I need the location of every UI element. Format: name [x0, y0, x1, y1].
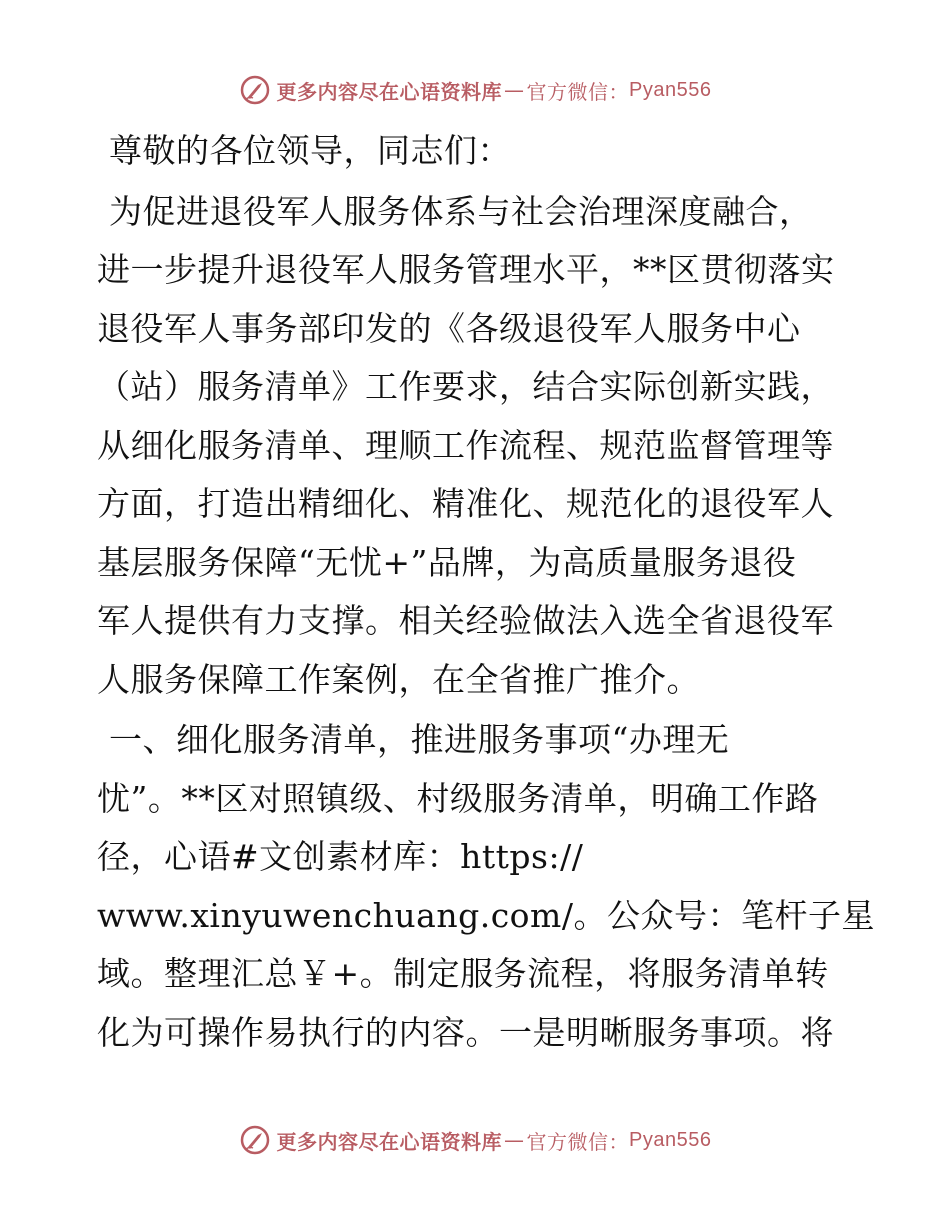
text-line: 方面，打造出精细化、精准化、规范化的退役军人	[97, 484, 834, 523]
text-line: 退役军人事务部印发的《各级退役军人服务中心	[97, 308, 801, 348]
text-line: 军人提供有力支撑。相关经验做法入选全省退役军	[97, 601, 834, 640]
text-line: 人服务保障工作案例，在全省推广推介。	[97, 659, 700, 699]
header-brand-text: 更多内容尽在心语资料库	[276, 79, 503, 104]
text-line: （站）服务清单》工作要求，结合实际创新实践，	[97, 367, 834, 406]
text-line: 从细化服务清单、理顺工作流程、规范监督管理等	[97, 425, 834, 465]
pen-logo-icon	[239, 74, 271, 106]
text-line: 进一步提升退役军人服务管理水平，**区贯彻落实	[97, 250, 835, 289]
footer-watermark-banner	[0, 1120, 950, 1160]
pen-logo-icon	[239, 1124, 271, 1156]
text-line: 为促进退役军人服务体系与社会治理深度融合，	[109, 191, 813, 231]
document-body	[97, 122, 875, 1062]
footer-separator: —	[504, 1128, 525, 1152]
text-line: www.xinyuwenchuang.com/。公众号：笔杆子星	[97, 895, 875, 935]
text-line: 域。整理汇总￥+。制定服务流程，将服务清单转	[97, 954, 829, 993]
footer-wechat-handle: Pyan556	[629, 1128, 712, 1151]
header-watermark-banner	[0, 70, 950, 110]
text-line: 径，心语#文创素材库：https://	[97, 837, 584, 876]
salutation-line: 尊敬的各位领导，同志们：	[109, 131, 511, 170]
text-line: 化为可操作易执行的内容。一是明晰服务事项。将	[97, 1012, 834, 1052]
text-line: 忧”。**区对照镇级、村级服务清单，明确工作路	[97, 778, 819, 818]
footer-wechat-label: 官方微信：	[526, 1129, 630, 1154]
text-line: 基层服务保障“无忧+”品牌，为高质量服务退役	[97, 542, 797, 582]
section-heading-line: 一、细化服务清单，推进服务事项“办理无	[109, 720, 730, 759]
header-separator: —	[504, 78, 525, 102]
footer-brand-text: 更多内容尽在心语资料库	[276, 1129, 503, 1154]
header-wechat-handle: Pyan556	[629, 78, 712, 101]
header-wechat-label: 官方微信：	[526, 79, 630, 104]
